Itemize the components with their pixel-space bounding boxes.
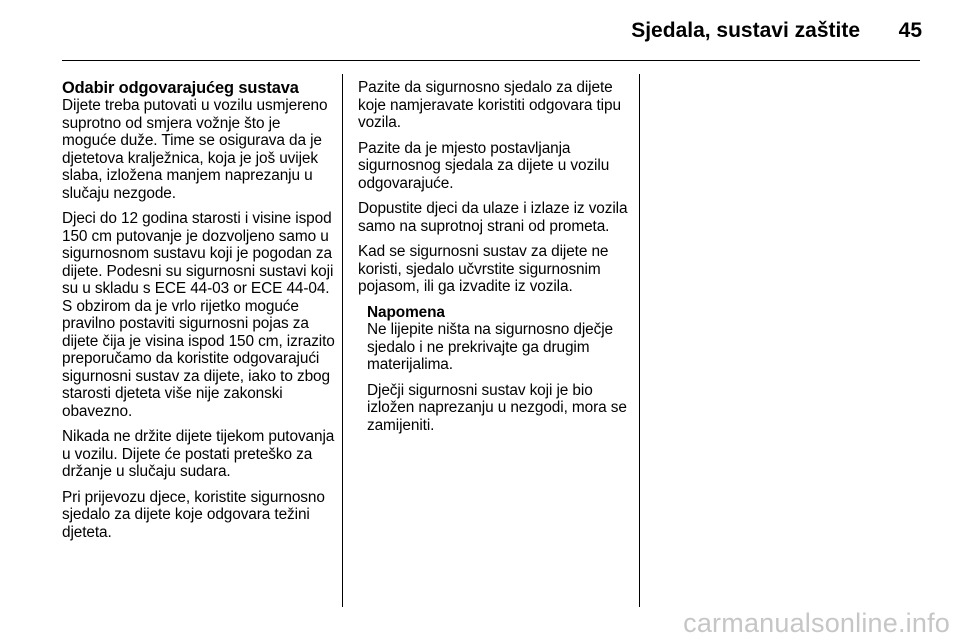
note-paragraph: Ne lijepite ništa na sigurnosno dječje sjedalo i ne prekrivajte ga drugim materijalima. <box>367 321 614 373</box>
paragraph: S obzirom da je vrlo rijetko moguće pravilno postaviti sigurnosni pojas za dijete čija je visina ispod 150 cm, izrazito preporučamo da koristite odgovarajući sigurnosni sustav za dijete, iako to zbog starosti djeteta više nije zakonski obavezno. <box>62 297 335 420</box>
page-number: 45 <box>898 19 922 42</box>
note-paragraph: Dječji sigurnosni sustav koji je bio izložen naprezanju u nezgodi, mora se zamijeniti. <box>367 381 627 434</box>
section-title: Odabir odgovarajućeg sustava <box>62 79 299 97</box>
paragraph: Dopustite djeci da ulaze i izlaze iz vozila samo na suprotnoj strani od prometa. <box>358 200 628 235</box>
header-divider <box>62 60 920 61</box>
column-divider <box>342 74 343 607</box>
middle-column <box>358 79 628 442</box>
watermark: carmanualsonline.info <box>683 608 950 638</box>
note-box <box>358 304 628 435</box>
paragraph: Pri prijevozu djece, koristite sigurnosno sjedalo za dijete koje odgovara težini djeteta. <box>62 488 325 541</box>
header-title: Sjedala, sustavi zaštite <box>631 19 860 42</box>
paragraph: Pazite da sigurnosno sjedalo za dijete koje namjeravate koristiti odgovara tipu vozila. <box>358 79 621 131</box>
left-column <box>62 79 336 549</box>
paragraph: Nikada ne držite dijete tijekom putovanja u vozilu. Dijete će postati preteško za držanje u slučaju sudara. <box>62 428 335 480</box>
paragraph: Kad se sigurnosni sustav za dijete ne koristi, sjedalo učvrstite sigurnosnim pojasom, ili ga izvadite iz vozila. <box>358 243 609 295</box>
note-title: Napomena <box>367 303 445 321</box>
paragraph: Pazite da je mjesto postavljanja sigurnosnog sjedala za dijete u vozilu odgovarajuće. <box>358 139 610 192</box>
column-divider <box>639 74 640 607</box>
paragraph: Dijete treba putovati u vozilu usmjereno suprotno od smjera vožnje što je moguće duže. Time se osigurava da je djetetova kralježnica, koja je još uvijek slaba, izložena manjem naprezanju u slučaju nezgode. <box>62 97 328 202</box>
paragraph: Djeci do 12 godina starosti i visine ispod 150 cm putovanje je dozvoljeno samo u sigurnosnom sustavu koji je pogodan za dijete. Podesni su sigurnosni sustavi koji su u skladu s ECE 44-03 or ECE 44-04. <box>62 210 334 297</box>
